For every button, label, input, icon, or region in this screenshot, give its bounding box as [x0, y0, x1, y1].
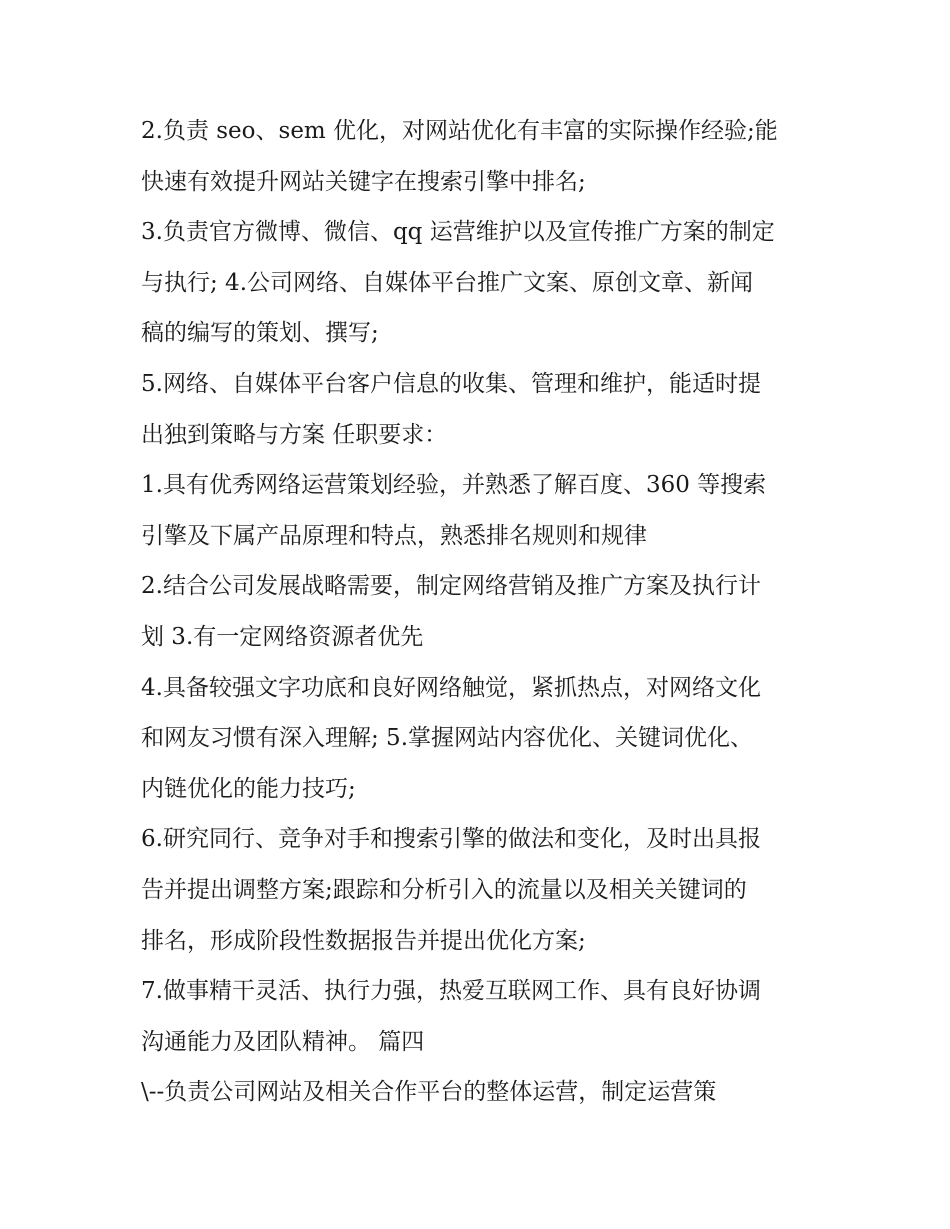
text-line: 引擎及下属产品原理和特点，熟悉排名规则和规律: [141, 522, 647, 549]
text-line: 沟通能力及团队精神。 篇四: [141, 1028, 425, 1055]
text-line: 稿的编写的策划、撰写;: [141, 320, 379, 347]
text-line: 2.结合公司发展战略需要，制定网络营销及推广方案及执行计: [141, 573, 761, 600]
text-line: 2.负责 seo、sem 优化，对网站优化有丰富的实际操作经验;能: [141, 118, 778, 144]
text-line: 划 3.有一定网络资源者优先: [141, 623, 424, 650]
text-line: 告并提出调整方案;跟踪和分析引入的流量以及相关关键词的: [141, 876, 747, 903]
text-line: 1.具有优秀网络运营策划经验，并熟悉了解百度、360 等搜索: [141, 472, 767, 499]
text-line: 4.具备较强文字功底和良好网络触觉，紧抓热点，对网络文化: [141, 674, 761, 701]
text-line: 3.负责官方微博、微信、qq 运营维护以及宣传推广方案的制定: [141, 219, 775, 246]
text-line: 出独到策略与方案 任职要求：: [141, 421, 448, 448]
text-line: 6.研究同行、竞争对手和搜索引擎的做法和变化，及时出具报: [141, 826, 761, 853]
text-line: 与执行; 4.公司网络、自媒体平台推广文案、原创文章、新闻: [141, 269, 754, 296]
document-body: [141, 106, 821, 1118]
text-line: 排名，形成阶段性数据报告并提出优化方案;: [141, 927, 586, 954]
text-line: 5.网络、自媒体平台客户信息的收集、管理和维护，能适时提: [141, 370, 761, 397]
text-line: 内链优化的能力技巧;: [141, 775, 356, 802]
text-line: 和网友习惯有深入理解; 5.掌握网站内容优化、关键词优化、: [141, 725, 754, 752]
text-line: 快速有效提升网站关键字在搜索引擎中排名;: [141, 168, 586, 195]
text-line: 7.做事精干灵活、执行力强，热爱互联网工作、具有良好协调: [141, 978, 761, 1005]
text-line: \--负责公司网站及相关合作平台的整体运营，制定运营策: [141, 1079, 717, 1106]
